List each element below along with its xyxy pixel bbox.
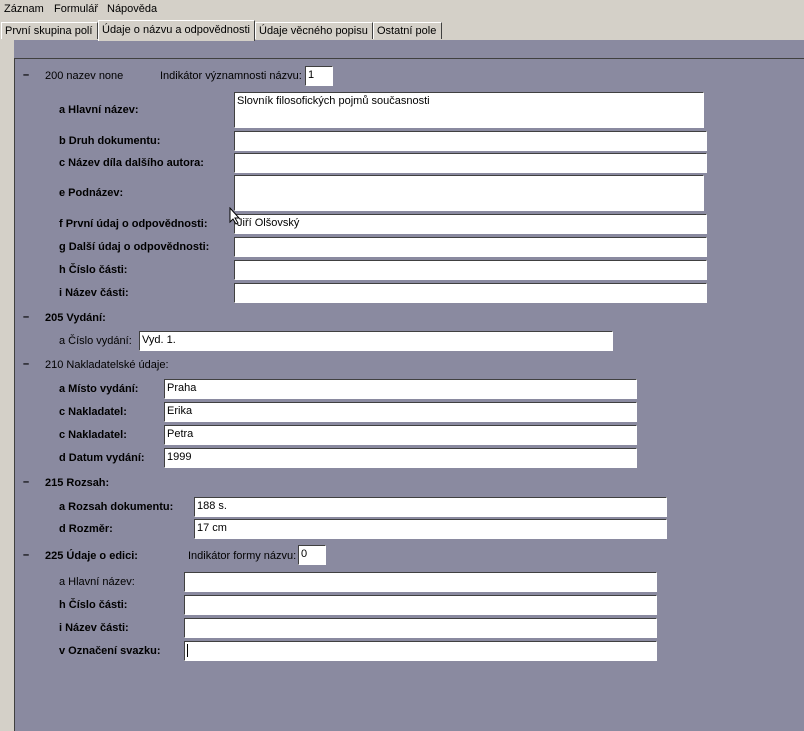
collapse-205[interactable]: – [23,311,30,323]
tab-prvni-skupina[interactable]: První skupina polí [1,22,98,39]
label-210c1: c Nakladatel: [59,406,127,418]
panel-left-frame [0,40,14,730]
section-210-title: 210 Nakladatelské údaje: [45,359,169,371]
field-225h[interactable] [184,595,657,615]
field-210d[interactable]: 1999 [164,448,637,468]
menu-formular[interactable]: Formulář [54,3,99,15]
field-200c[interactable] [234,153,707,173]
field-200a[interactable]: Slovník filosofických pojmů současnosti [234,92,704,128]
field-210a[interactable]: Praha [164,379,637,399]
label-200f: f První údaj o odpovědnosti: [59,218,208,230]
field-210c1[interactable]: Erika [164,402,637,422]
tab-udaje-vecneho-popisu[interactable]: Údaje věcného popisu [255,22,373,39]
indicator-field-200[interactable]: 1 [305,66,333,86]
indicator-label-225: Indikátor formy názvu: [188,550,297,562]
label-225v: v Označení svazku: [59,645,161,657]
label-200e: e Podnázev: [59,187,124,199]
field-215a[interactable]: 188 s. [194,497,667,517]
menu-napoveda[interactable]: Nápověda [107,3,158,15]
section-200-title: 200 nazev none [45,70,124,82]
text-caret [187,644,188,657]
field-205a[interactable]: Vyd. 1. [139,331,613,351]
section-225-title: 225 Údaje o edici: [45,550,138,562]
field-215d[interactable]: 17 cm [194,519,667,539]
field-200g[interactable] [234,237,707,257]
label-205a: a Číslo vydání: [59,335,132,347]
label-200a: a Hlavní název: [59,104,139,116]
label-200g: g Další údaj o odpovědnosti: [59,241,210,253]
indicator-label-200: Indikátor významnosti názvu: [160,70,302,82]
field-200b[interactable] [234,131,707,151]
field-200h[interactable] [234,260,707,280]
tab-ostatni-pole[interactable]: Ostatní pole [373,22,442,39]
label-200i: i Název části: [59,287,129,299]
label-225a: a Hlavní název: [59,576,135,588]
panel-top-strip [0,40,804,58]
label-200b: b Druh dokumentu: [59,135,161,147]
label-210c2: c Nakladatel: [59,429,127,441]
field-225i[interactable] [184,618,657,638]
field-200e[interactable] [234,175,704,211]
field-200i[interactable] [234,283,707,303]
label-225h: h Číslo části: [59,599,128,611]
label-200h: h Číslo části: [59,264,128,276]
collapse-210[interactable]: – [23,358,30,370]
label-210d: d Datum vydání: [59,452,145,464]
section-215-title: 215 Rozsah: [45,477,110,489]
label-215d: d Rozměr: [59,523,113,535]
field-200f[interactable]: Jiří Olšovský [234,214,707,234]
mouse-pointer-icon [229,207,241,225]
field-210c2[interactable]: Petra [164,425,637,445]
label-210a: a Místo vydání: [59,383,139,395]
field-225a[interactable] [184,572,657,592]
collapse-200[interactable]: – [23,69,30,81]
label-200c: c Název díla dalšího autora: [59,157,204,169]
field-225v[interactable] [184,641,657,661]
tab-udaje-o-nazvu[interactable]: Údaje o názvu a odpovědnosti [98,20,255,41]
menu-bar [0,0,804,18]
collapse-215[interactable]: – [23,476,30,488]
menu-zaznam[interactable]: Záznam [4,3,44,15]
indicator-field-225[interactable]: 0 [298,545,326,565]
label-215a: a Rozsah dokumentu: [59,501,174,513]
label-225i: i Název části: [59,622,129,634]
collapse-225[interactable]: – [23,549,30,561]
section-205-title: 205 Vydání: [45,312,106,324]
